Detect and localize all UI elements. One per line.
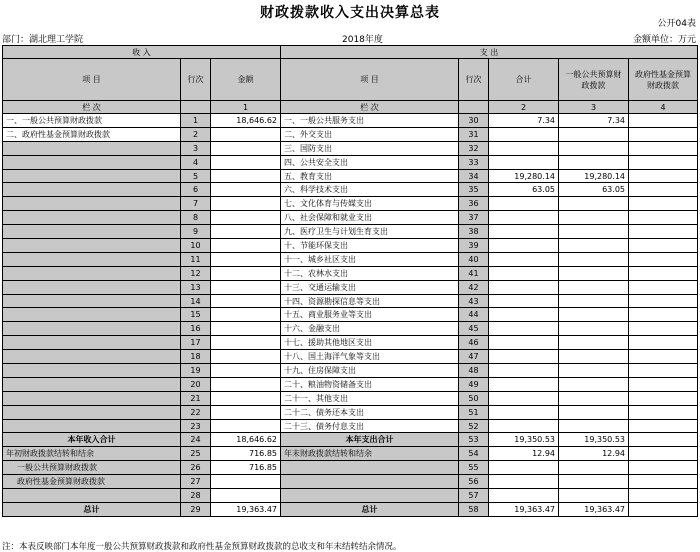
income-row-number: 20: [181, 377, 211, 391]
expense-row-number: 46: [459, 336, 489, 350]
income-row-number: 3: [181, 141, 211, 155]
expense-total: [489, 391, 559, 405]
income-rowno-header: 行次: [181, 59, 211, 101]
expense-general-budget: [559, 308, 629, 322]
col-index-2: 2: [489, 101, 559, 114]
income-row-number: 13: [181, 280, 211, 294]
expense-row-number: 30: [459, 114, 489, 128]
income-amount: 19,363.47: [211, 502, 281, 516]
expense-total: [489, 377, 559, 391]
income-row-number: 22: [181, 405, 211, 419]
col-index-3: 3: [559, 101, 629, 114]
expense-rowno-header: 行次: [459, 59, 489, 101]
expense-general-budget: 7.34: [559, 114, 629, 128]
expense-item: 十七、援助其他地区支出: [281, 336, 459, 350]
summary-expense-item: [281, 461, 459, 475]
expense-general-budget: [559, 489, 629, 503]
expense-gov-fund: [629, 266, 698, 280]
summary-row: [3, 502, 698, 516]
income-amount: [211, 336, 281, 350]
expense-total: [489, 197, 559, 211]
income-row-number: 8: [181, 211, 211, 225]
expense-row-number: 35: [459, 183, 489, 197]
income-row-number: 1: [181, 114, 211, 128]
expense-general-budget: [559, 225, 629, 239]
expense-item: 六、科学技术支出: [281, 183, 459, 197]
income-amount: [211, 266, 281, 280]
expense-row-number: 56: [459, 475, 489, 489]
expense-total: [489, 322, 559, 336]
expense-gov-fund: [629, 350, 698, 364]
expense-general-budget: 19,350.53: [559, 433, 629, 447]
income-amount: [211, 169, 281, 183]
expense-general-budget: [559, 391, 629, 405]
header-row-columns: [3, 59, 698, 101]
summary-row: [3, 489, 698, 503]
income-item: [3, 169, 181, 183]
expense-row-number: 50: [459, 391, 489, 405]
expense-gov-fund: [629, 475, 698, 489]
income-item: [3, 350, 181, 364]
expense-gov-fund: [629, 391, 698, 405]
expense-general-budget: [559, 475, 629, 489]
table-row: [3, 266, 698, 280]
income-item: [3, 377, 181, 391]
expense-general-budget: [559, 336, 629, 350]
expense-general-budget: [559, 252, 629, 266]
income-amount: [211, 405, 281, 419]
header-row-sections: [3, 46, 698, 59]
expense-total: [489, 266, 559, 280]
expense-gov-fund: [629, 322, 698, 336]
fiscal-year: 2018年度: [342, 35, 383, 45]
summary-expense-item: [281, 489, 459, 503]
income-row-number: 4: [181, 155, 211, 169]
income-item: [3, 336, 181, 350]
expense-total: [489, 419, 559, 433]
expense-gov-fund: [629, 211, 698, 225]
expense-item: 二十二、债务还本支出: [281, 405, 459, 419]
col-index-4: 4: [629, 101, 698, 114]
expense-row-number: 45: [459, 322, 489, 336]
income-col-label: 栏 次: [3, 101, 181, 114]
header-row-index: [3, 101, 698, 114]
income-amount: [211, 183, 281, 197]
expense-row-number: 32: [459, 141, 489, 155]
expense-general-budget: [559, 364, 629, 378]
form-code: 公开04表: [657, 19, 696, 29]
expense-general-budget: [559, 461, 629, 475]
table-row: [3, 141, 698, 155]
expense-row-number: 47: [459, 350, 489, 364]
table-row: [3, 127, 698, 141]
income-row-number: 26: [181, 461, 211, 475]
income-amount: 18,646.62: [211, 433, 281, 447]
expense-gov-fund: [629, 364, 698, 378]
expense-gov-fund: [629, 225, 698, 239]
expense-total: [489, 155, 559, 169]
expense-gov-fund: [629, 461, 698, 475]
income-row-number: 18: [181, 350, 211, 364]
income-row-number: 10: [181, 239, 211, 253]
expense-row-number: 55: [459, 461, 489, 475]
income-item: [3, 155, 181, 169]
expense-total: [489, 252, 559, 266]
table-row: [3, 155, 698, 169]
expense-row-number: 51: [459, 405, 489, 419]
table-row: [3, 225, 698, 239]
expense-row-number: 33: [459, 155, 489, 169]
income-amount: [211, 308, 281, 322]
income-amount: 18,646.62: [211, 114, 281, 128]
summary-expense-item: 总计: [281, 502, 459, 516]
expense-item: 九、医疗卫生与计划生育支出: [281, 225, 459, 239]
expense-row-number: 53: [459, 433, 489, 447]
expense-total: [489, 211, 559, 225]
gov-fund-header: 政府性基金预算财政拨款: [629, 59, 698, 101]
col-index-1: 1: [211, 101, 281, 114]
income-amount: [211, 155, 281, 169]
expense-total: [489, 294, 559, 308]
summary-income-item: 年初财政拨款结转和结余: [3, 447, 181, 461]
expense-gov-fund: [629, 280, 698, 294]
expense-general-budget: [559, 294, 629, 308]
income-item: 一、一般公共预算财政拨款: [3, 114, 181, 128]
expense-item: 十八、国土海洋气象等支出: [281, 350, 459, 364]
income-amount: 716.85: [211, 447, 281, 461]
table-row: [3, 419, 698, 433]
table-row: [3, 391, 698, 405]
table-row: [3, 364, 698, 378]
income-item: [3, 280, 181, 294]
income-amount: [211, 364, 281, 378]
income-row-number: 24: [181, 433, 211, 447]
income-row-number: 19: [181, 364, 211, 378]
expense-total: [489, 225, 559, 239]
expense-gov-fund: [629, 169, 698, 183]
expense-item: 二、外交支出: [281, 127, 459, 141]
expense-row-number: 52: [459, 419, 489, 433]
expense-gov-fund: [629, 239, 698, 253]
expense-total: 7.34: [489, 114, 559, 128]
expense-row-number: 38: [459, 225, 489, 239]
income-amount: [211, 252, 281, 266]
income-amount: [211, 225, 281, 239]
income-row-number: 6: [181, 183, 211, 197]
expense-gov-fund: [629, 294, 698, 308]
expense-total: [489, 364, 559, 378]
expense-general-budget: [559, 405, 629, 419]
expense-general-budget: [559, 127, 629, 141]
income-amount: [211, 280, 281, 294]
expense-row-number: 36: [459, 197, 489, 211]
expense-row-number: 40: [459, 252, 489, 266]
expense-gov-fund: [629, 447, 698, 461]
expense-general-budget: [559, 239, 629, 253]
summary-row: [3, 475, 698, 489]
expense-gov-fund: [629, 336, 698, 350]
table-row: [3, 169, 698, 183]
income-amount: 716.85: [211, 461, 281, 475]
income-amount: [211, 141, 281, 155]
table-row: [3, 405, 698, 419]
expense-rowno-blank: [459, 101, 489, 114]
expense-total: [489, 141, 559, 155]
table-row: [3, 350, 698, 364]
expense-total: 12.94: [489, 447, 559, 461]
table-row: [3, 211, 698, 225]
expense-col-label: 栏 次: [281, 101, 459, 114]
summary-income-item: 一般公共预算财政拨款: [3, 461, 181, 475]
income-row-number: 23: [181, 419, 211, 433]
expense-gov-fund: [629, 197, 698, 211]
income-row-number: 28: [181, 489, 211, 503]
income-row-number: 29: [181, 502, 211, 516]
expense-row-number: 43: [459, 294, 489, 308]
expense-item: 十四、资源勘探信息等支出: [281, 294, 459, 308]
summary-income-item: [3, 489, 181, 503]
expense-general-budget: [559, 197, 629, 211]
expense-total: [489, 405, 559, 419]
income-item: [3, 266, 181, 280]
summary-expense-item: 本年支出合计: [281, 433, 459, 447]
expense-gov-fund: [629, 155, 698, 169]
expense-total: [489, 350, 559, 364]
expense-total: [489, 308, 559, 322]
income-item: [3, 294, 181, 308]
income-amount: [211, 127, 281, 141]
expense-general-budget: [559, 141, 629, 155]
expense-gov-fund: [629, 405, 698, 419]
table-row: [3, 308, 698, 322]
income-section-header: 收 入: [3, 46, 281, 59]
summary-row: [3, 447, 698, 461]
income-item-header: 项 目: [3, 59, 181, 101]
expense-general-budget: [559, 377, 629, 391]
income-item: 二、政府性基金预算财政拨款: [3, 127, 181, 141]
expense-gov-fund: [629, 114, 698, 128]
expense-row-number: 54: [459, 447, 489, 461]
expense-general-budget: [559, 350, 629, 364]
income-row-number: 15: [181, 308, 211, 322]
income-row-number: 27: [181, 475, 211, 489]
department-label: 部门：湖北理工学院: [2, 35, 84, 45]
expense-general-budget: [559, 419, 629, 433]
income-row-number: 21: [181, 391, 211, 405]
expense-gov-fund: [629, 489, 698, 503]
expense-item: 二十一、其他支出: [281, 391, 459, 405]
expense-row-number: 44: [459, 308, 489, 322]
expense-general-budget: [559, 266, 629, 280]
table-row: [3, 322, 698, 336]
income-row-number: 14: [181, 294, 211, 308]
expense-row-number: 39: [459, 239, 489, 253]
expense-total-header: 合计: [489, 59, 559, 101]
income-row-number: 11: [181, 252, 211, 266]
income-row-number: 25: [181, 447, 211, 461]
expense-general-budget: 63.05: [559, 183, 629, 197]
income-row-number: 12: [181, 266, 211, 280]
expense-item: 十六、金融支出: [281, 322, 459, 336]
expense-item: 二十、粮油物资储备支出: [281, 377, 459, 391]
expense-general-budget: 19,363.47: [559, 502, 629, 516]
expense-general-budget: [559, 211, 629, 225]
income-item: [3, 183, 181, 197]
expense-gov-fund: [629, 502, 698, 516]
income-item: [3, 391, 181, 405]
expense-general-budget: [559, 155, 629, 169]
expense-row-number: 34: [459, 169, 489, 183]
income-amount: [211, 419, 281, 433]
expense-item: 十五、商业服务业等支出: [281, 308, 459, 322]
table-row: [3, 239, 698, 253]
expense-item: 五、教育支出: [281, 169, 459, 183]
expense-row-number: 31: [459, 127, 489, 141]
summary-income-item: 政府性基金预算财政拨款: [3, 475, 181, 489]
expense-row-number: 41: [459, 266, 489, 280]
expense-item: 三、国防支出: [281, 141, 459, 155]
summary-income-item: 本年收入合计: [3, 433, 181, 447]
expense-section-header: 支 出: [281, 46, 698, 59]
amount-unit: 金额单位：万元: [632, 35, 696, 45]
budget-summary-table: [2, 45, 698, 517]
expense-row-number: 37: [459, 211, 489, 225]
expense-gov-fund: [629, 252, 698, 266]
expense-total: [489, 475, 559, 489]
expense-general-budget: [559, 322, 629, 336]
expense-item: 一、一般公共服务支出: [281, 114, 459, 128]
income-amount: [211, 322, 281, 336]
income-item: [3, 141, 181, 155]
income-item: [3, 239, 181, 253]
income-row-number: 2: [181, 127, 211, 141]
income-amount: [211, 239, 281, 253]
footnote: 注：本表反映部门本年度一般公共预算财政拨款和政府性基金预算财政拨款的总收支和年末结转结余情况。: [2, 542, 402, 552]
expense-gov-fund: [629, 183, 698, 197]
income-row-number: 9: [181, 225, 211, 239]
expense-total: [489, 127, 559, 141]
income-amount: [211, 350, 281, 364]
summary-row: [3, 433, 698, 447]
expense-item: 七、文化体育与传媒支出: [281, 197, 459, 211]
expense-gov-fund: [629, 308, 698, 322]
expense-row-number: 42: [459, 280, 489, 294]
income-amount: [211, 377, 281, 391]
income-amount: [211, 211, 281, 225]
expense-item: 四、公共安全支出: [281, 155, 459, 169]
general-budget-header: 一般公共预算财政拨款: [559, 59, 629, 101]
expense-item-header: 项 目: [281, 59, 459, 101]
expense-gov-fund: [629, 419, 698, 433]
table-row: [3, 197, 698, 211]
report-title: 财政拨款收入支出决算总表: [260, 5, 440, 21]
expense-total: [489, 461, 559, 475]
income-rowno-blank: [181, 101, 211, 114]
expense-item: 十一、城乡社区支出: [281, 252, 459, 266]
income-row-number: 17: [181, 336, 211, 350]
income-amount: [211, 294, 281, 308]
income-row-number: 5: [181, 169, 211, 183]
income-amount: [211, 391, 281, 405]
expense-total: 19,350.53: [489, 433, 559, 447]
expense-general-budget: [559, 280, 629, 294]
income-amount: [211, 197, 281, 211]
expense-gov-fund: [629, 377, 698, 391]
summary-income-item: 总计: [3, 502, 181, 516]
expense-gov-fund: [629, 433, 698, 447]
expense-row-number: 48: [459, 364, 489, 378]
expense-item: 八、社会保障和就业支出: [281, 211, 459, 225]
expense-gov-fund: [629, 127, 698, 141]
expense-item: 十二、农林水支出: [281, 266, 459, 280]
income-item: [3, 364, 181, 378]
table-row: [3, 252, 698, 266]
expense-general-budget: 19,280.14: [559, 169, 629, 183]
expense-item: 十九、住房保障支出: [281, 364, 459, 378]
table-row: [3, 294, 698, 308]
income-row-number: 7: [181, 197, 211, 211]
income-amount-header: 金额: [211, 59, 281, 101]
income-item: [3, 197, 181, 211]
expense-item: 十三、交通运输支出: [281, 280, 459, 294]
income-amount: [211, 475, 281, 489]
expense-item: 二十三、债务付息支出: [281, 419, 459, 433]
expense-total: 63.05: [489, 183, 559, 197]
expense-total: [489, 489, 559, 503]
table-row: [3, 377, 698, 391]
income-item: [3, 252, 181, 266]
expense-row-number: 57: [459, 489, 489, 503]
income-amount: [211, 489, 281, 503]
income-row-number: 16: [181, 322, 211, 336]
expense-gov-fund: [629, 141, 698, 155]
expense-total: [489, 336, 559, 350]
expense-total: 19,280.14: [489, 169, 559, 183]
expense-row-number: 49: [459, 377, 489, 391]
table-row: [3, 280, 698, 294]
table-row: [3, 114, 698, 128]
expense-total: [489, 280, 559, 294]
summary-expense-item: 年末财政拨款结转和结余: [281, 447, 459, 461]
income-item: [3, 405, 181, 419]
expense-item: 十、节能环保支出: [281, 239, 459, 253]
expense-total: [489, 239, 559, 253]
income-item: [3, 322, 181, 336]
expense-general-budget: 12.94: [559, 447, 629, 461]
income-item: [3, 211, 181, 225]
summary-row: [3, 461, 698, 475]
summary-expense-item: [281, 475, 459, 489]
expense-row-number: 58: [459, 502, 489, 516]
table-row: [3, 336, 698, 350]
income-item: [3, 225, 181, 239]
income-item: [3, 308, 181, 322]
income-item: [3, 419, 181, 433]
table-row: [3, 183, 698, 197]
expense-total: 19,363.47: [489, 502, 559, 516]
